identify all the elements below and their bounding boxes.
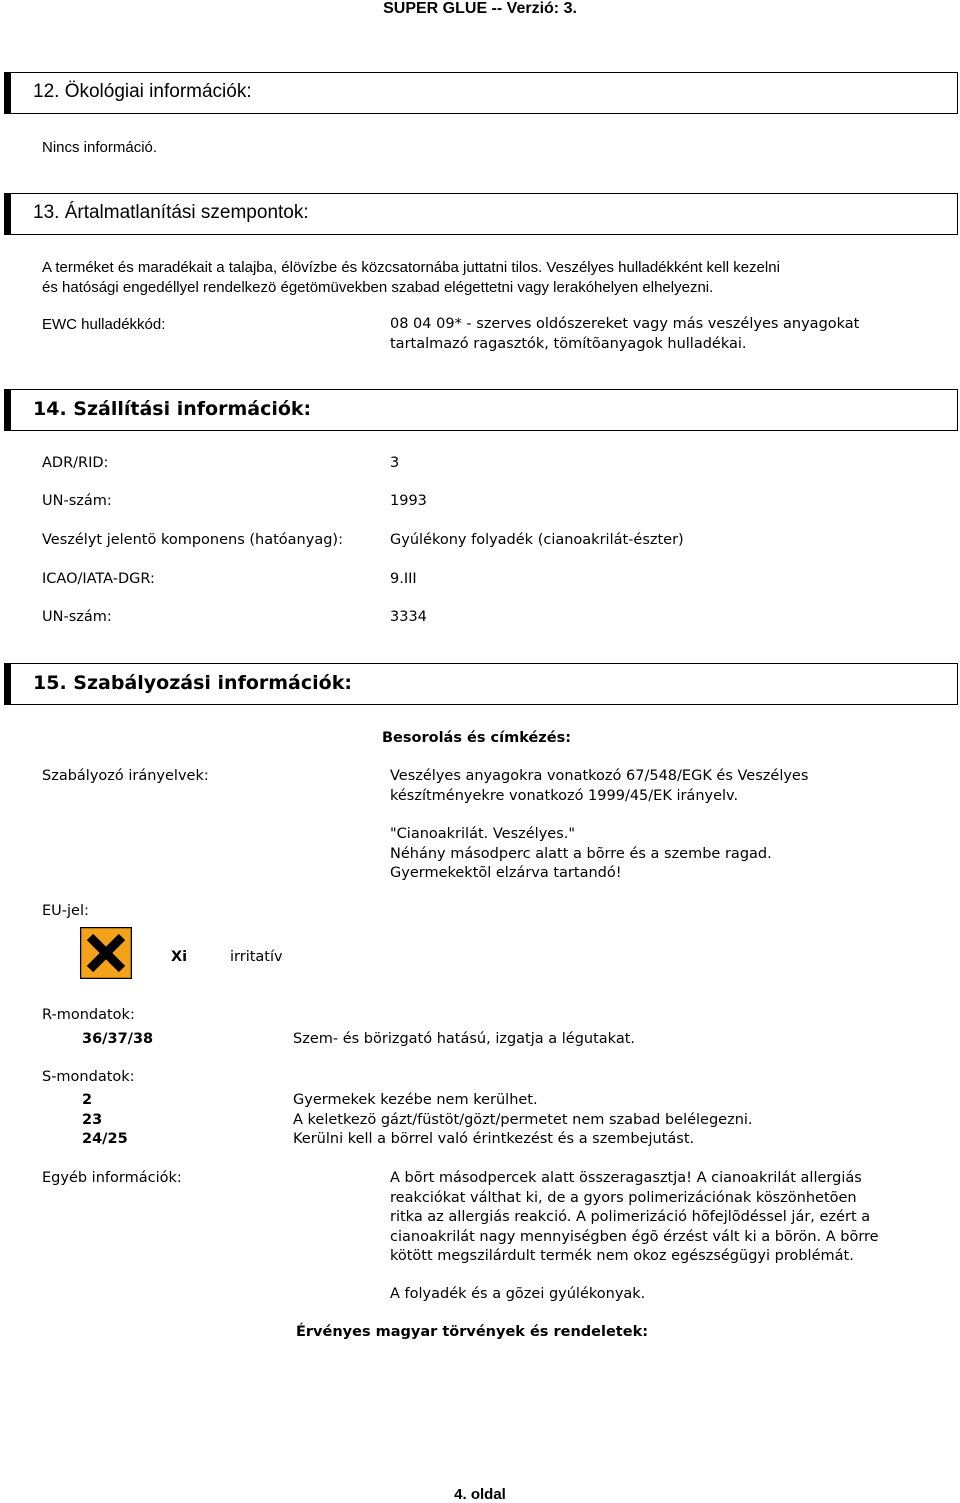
section-15-heading: 15. Szabályozási információk: [33, 672, 352, 694]
ewc-value: 08 04 09* - szerves oldószereket vagy más veszélyes anyagokat tartalmazó ragasztók, tömítõanyagok hulladékai. [390, 316, 860, 352]
other-info-text: A bõrt másodpercek alatt összeragasztja! A cianoakrilát allergiás reakciókat válthat ki, de a gyors polimerizációnak köszönhetõen ritka az allergiás reakció. A polimerizáció hõfejlõdéssel jár, ezért a cianoakrilát nagy mennyiségben égõ érzést vált ki a bõrön. A bõrre kötött megszilárdult termék nem okoz egészségügyi problémát. [390, 1170, 879, 1264]
s-phrase-text: Gyermekek kezébe nem kerülhet. [293, 1092, 538, 1108]
section-12-heading: 12. Ökológiai információk: [33, 81, 252, 102]
s-phrases-label: S-mondatok: [42, 1069, 135, 1085]
transport-label-un: UN-szám: [42, 493, 112, 509]
directives-label: Szabályozó irányelvek: [42, 768, 209, 784]
s-phrase-code: 24/25 [82, 1131, 128, 1147]
flammability-note: A folyadék és a gõzei gyúlékonyak. [390, 1286, 646, 1302]
symbol-text: irritatív [230, 949, 283, 965]
page-number: 4. oldal [454, 1486, 506, 1503]
transport-value-adr: 3 [390, 455, 400, 471]
laws-heading: Érvényes magyar törvények és rendeletek: [296, 1324, 649, 1340]
section-12-heading-box [4, 72, 958, 114]
section-13-heading: 13. Ártalmatlanítási szempontok: [33, 202, 309, 223]
transport-value-component: Gyúlékony folyadék (cianoakrilát-észter) [390, 532, 684, 548]
section-15-heading-box [4, 663, 958, 705]
r-phrases-label: R-mondatok: [42, 1007, 135, 1023]
transport-value-un: 1993 [390, 493, 427, 509]
transport-value-icao: 9.III [390, 571, 417, 587]
s-phrase-text: Kerülni kell a börrel való érintkezést és a szembejutást. [293, 1131, 695, 1147]
section-13-paragraph: A terméket és maradékait a talajba, élövízbe és közcsatornába juttatni tilos. Veszélyes hulladékként kell kezelni és hatósági engedéllyel rendelkezö égetömüvekben szabad elégettetni vagy lerakóhelyen elhelyezni. [42, 259, 780, 296]
ewc-label: EWC hulladékkód: [42, 316, 166, 333]
eu-symbol-label: EU-jel: [42, 903, 89, 919]
s-phrase-text: A keletkezö gázt/füstöt/gözt/permetet nem szabad belélegezni. [293, 1112, 753, 1128]
r-phrase-text: Szem- és börizgató hatású, izgatja a légutakat. [293, 1031, 635, 1047]
s-phrase-code: 2 [82, 1092, 93, 1108]
s-phrase-code: 23 [82, 1112, 103, 1128]
transport-label-component: Veszélyt jelentö komponens (hatóanyag): [42, 532, 343, 548]
symbol-code: Xi [171, 949, 188, 965]
section-12-text: Nincs információ. [42, 139, 158, 156]
transport-label-un-2: UN-szám: [42, 609, 112, 625]
classification-subheading: Besorolás és címkézés: [382, 730, 572, 746]
transport-value-un-2: 3334 [390, 609, 427, 625]
section-14-heading: 14. Szállítási információk: [33, 398, 312, 420]
transport-label-adr: ADR/RID: [42, 455, 109, 471]
document-header: SUPER GLUE -- Verzió: 3. [383, 0, 577, 17]
transport-label-icao: ICAO/IATA-DGR: [42, 571, 155, 587]
hazard-cross-icon [80, 927, 132, 979]
other-info-label: Egyéb információk: [42, 1170, 182, 1186]
section-14-heading-box [4, 389, 958, 431]
section-13-heading-box [4, 193, 958, 235]
r-phrase-code: 36/37/38 [82, 1031, 154, 1047]
label-text: "Cianoakrilát. Veszélyes." Néhány másodperc alatt a bõrre és a szembe ragad. Gyermekektõl elzárva tartandó! [390, 826, 772, 881]
directives-value: Veszélyes anyagokra vonatkozó 67/548/EGK és Veszélyes készítményekre vonatkozó 1999/45/EK irányelv. [390, 768, 809, 804]
